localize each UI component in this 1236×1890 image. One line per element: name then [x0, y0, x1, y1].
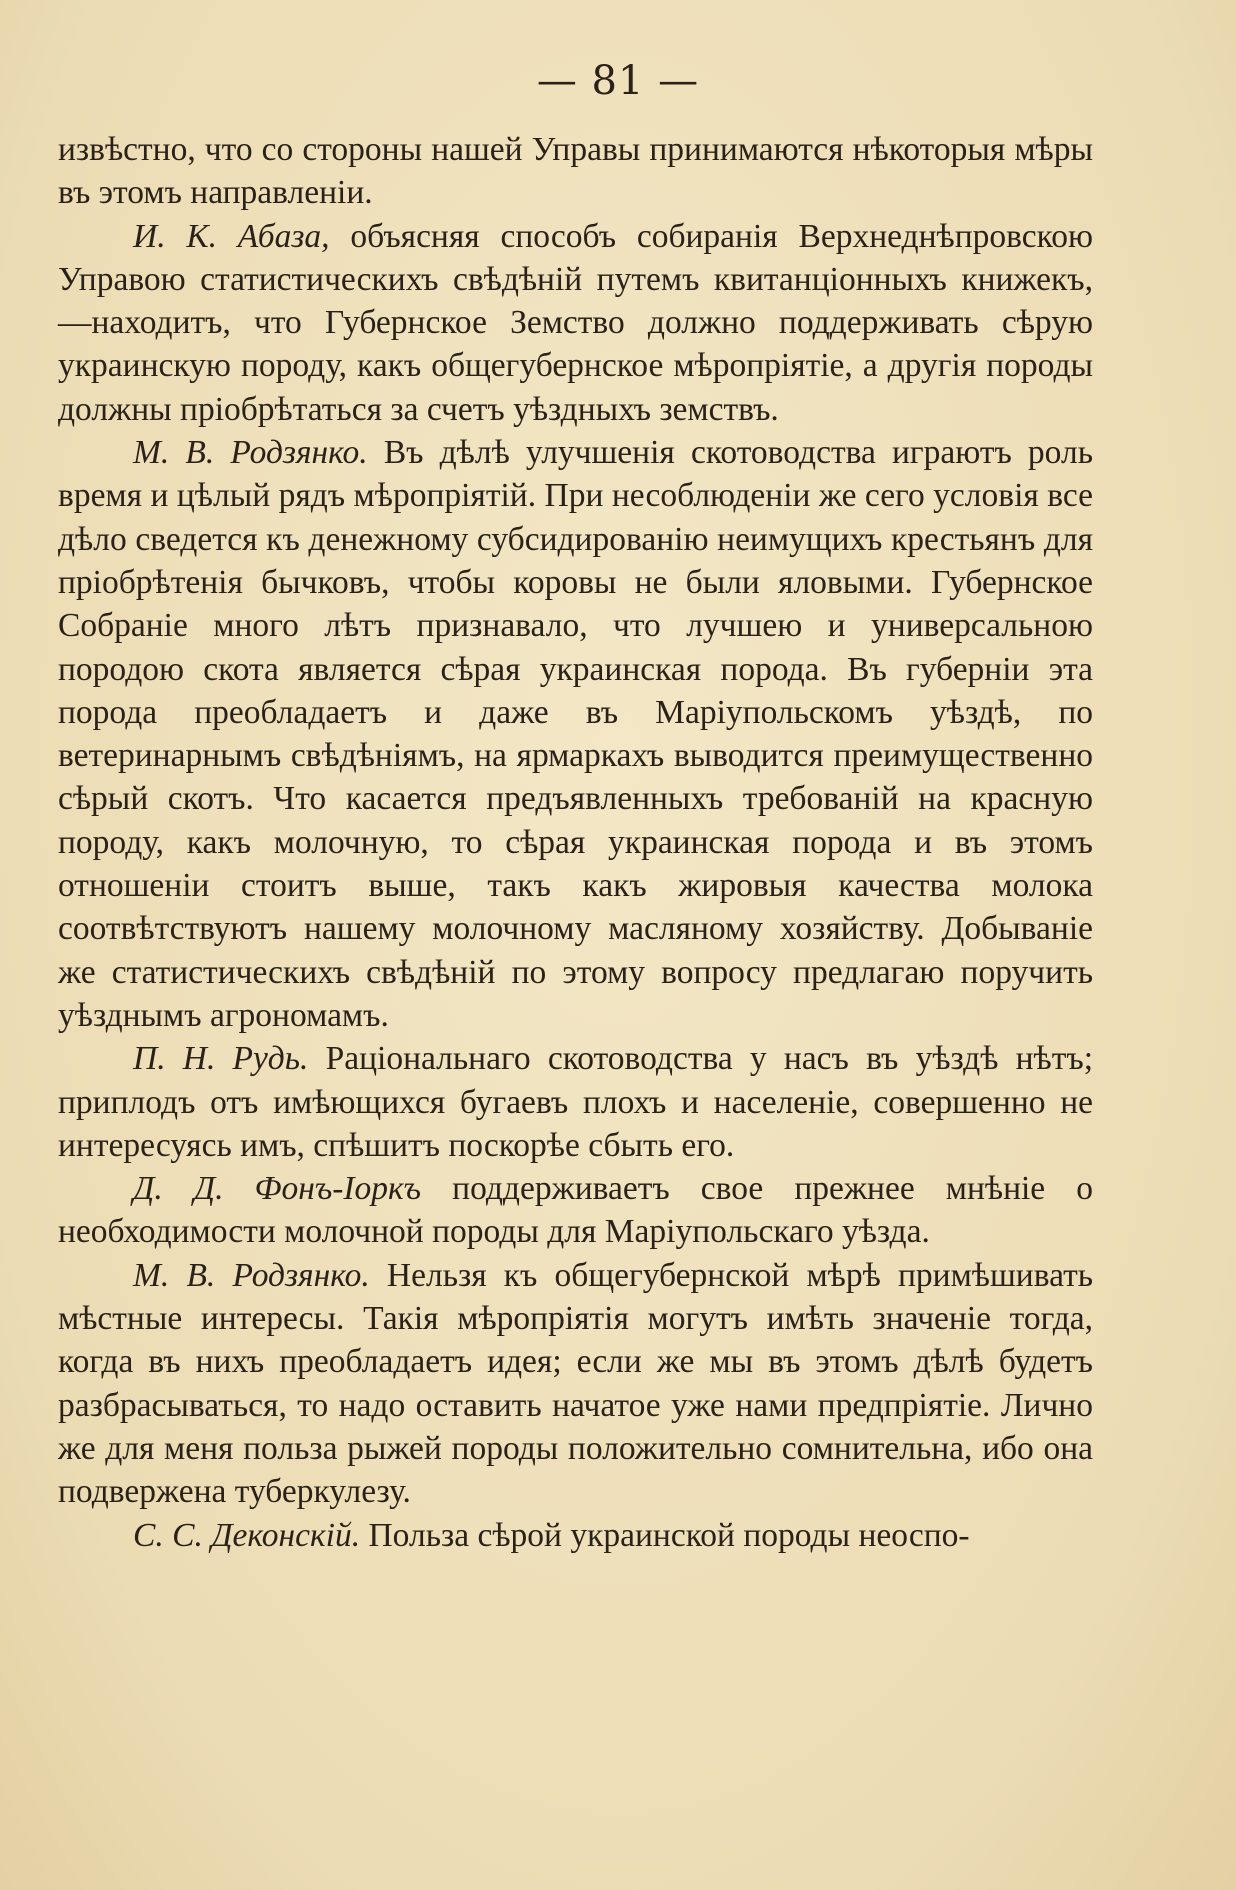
- paragraph-text: объясняя способъ собиранія Верхнеднѣпровскою Управою статистическихъ свѣдѣній путемъ квитанціонныхъ книжекъ,—находитъ, что Губернское Земство должно поддерживать сѣрую украинскую породу, какъ общегубернское мѣропріятіе, а другія породы должны пріобрѣтаться за счетъ уѣздныхъ земствъ.: [58, 217, 1093, 428]
- paragraph-text: поддерживаетъ свое прежнее мнѣніе о необходимости молочной породы для Маріупольскаго уѣзда.: [58, 1170, 1093, 1251]
- paragraph-continuation: [58, 128, 1093, 215]
- paragraph-fon-iork: [58, 1167, 1093, 1254]
- speaker-name: С. С. Деконскій.: [133, 1516, 361, 1554]
- paragraph-rodzyanko-1: [58, 431, 1093, 1037]
- page-number: — 81 —: [536, 58, 700, 104]
- speaker-name: М. В. Родзянко.: [133, 434, 368, 472]
- page-body: [58, 128, 1093, 1557]
- paragraph-abaza: [58, 215, 1093, 431]
- paragraph-rodzyanko-2: [58, 1254, 1093, 1514]
- paragraph-text: Въ дѣлѣ улучшенія скотоводства играютъ роль время и цѣлый рядъ мѣропріятій. При несоблюденіи же сего условія все дѣло сведется къ денежному субсидированію неимущихъ крестьянъ для пріобрѣтенія бычковъ, чтобы коровы не были яловыми. Губернское Собраніе много лѣтъ признавало, что лучшею и универсальною породою скота является сѣрая украинская порода. Въ губерніи эта порода преобладаетъ и даже въ Маріупольскомъ уѣздѣ, по ветеринарнымъ свѣдѣніямъ, на ярмаркахъ выводится преимущественно сѣрый скотъ. Что касается предъявленныхъ требованій на красную породу, какъ молочную, то сѣрая украинская порода и въ этомъ отношеніи стоитъ выше, такъ какъ жировыя качества молока соотвѣтствуютъ нашему молочному масляному хозяйству. Добываніе же статистическихъ свѣдѣній по этому вопросу предлагаю поручить уѣзднымъ агрономамъ.: [58, 434, 1093, 1034]
- speaker-name: Д. Д. Фонъ-Іоркъ: [133, 1170, 422, 1208]
- speaker-name: П. Н. Рудь.: [133, 1040, 309, 1078]
- paragraph-dekonsky: [58, 1514, 1093, 1557]
- paragraph-text: Польза сѣрой украинской породы неоспо-: [360, 1516, 970, 1554]
- speaker-name: И. К. Абаза,: [133, 217, 330, 255]
- paragraph-text: Раціональнаго скотоводства у насъ въ уѣздѣ нѣтъ; приплодъ отъ имѣющихся бугаевъ плохъ и населеніе, совершенно не интересуясь имъ, спѣшитъ поскорѣе сбыть его.: [58, 1040, 1093, 1164]
- paragraph-text: извѣстно, что со стороны нашей Управы принимаются нѣкоторыя мѣры въ этомъ направленіи.: [58, 131, 1093, 212]
- paragraph-text: Нельзя къ общегубернской мѣрѣ примѣшивать мѣстные интересы. Такія мѣропріятія могутъ имѣть значеніе тогда, когда въ нихъ преобладаетъ идея; если же мы въ этомъ дѣлѣ будетъ разбрасываться, то надо оставить начатое уже нами предпріятіе. Лично же для меня польза рыжей породы положительно сомнительна, ибо она подвержена туберкулезу.: [58, 1256, 1093, 1511]
- paragraph-rud: [58, 1037, 1093, 1167]
- speaker-name: М. В. Родзянко.: [133, 1256, 370, 1294]
